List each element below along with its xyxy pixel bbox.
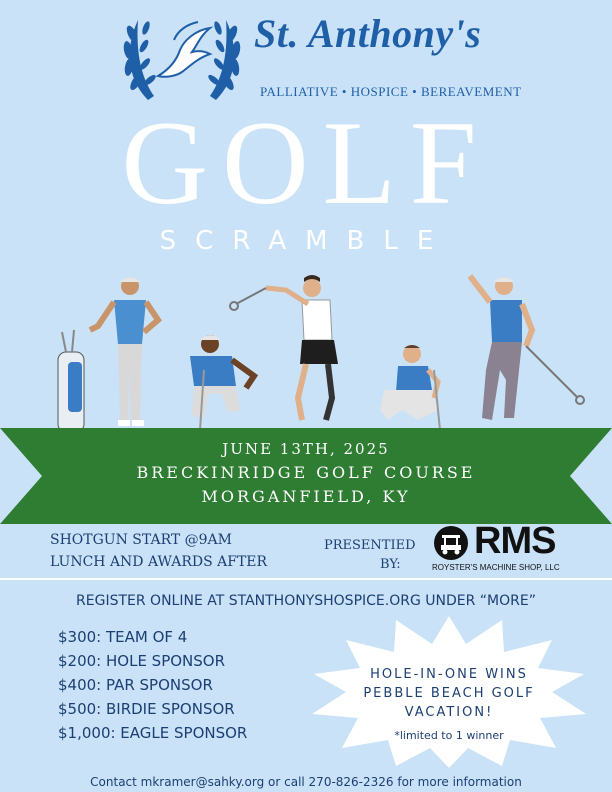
tier-item: $1,000: EAGLE SPONSOR — [58, 724, 248, 742]
sponsor-logo: RMS — [474, 520, 556, 562]
sponsorship-tiers — [58, 628, 247, 748]
sponsor-name: ROYSTER'S MACHINE SHOP, LLC — [432, 563, 560, 572]
presented-by-label: BY: — [380, 557, 401, 572]
registration-info: REGISTER ONLINE AT STANTHONYSHOSPICE.ORG UNDER “MORE” — [76, 593, 536, 609]
tier-item: $300: TEAM OF 4 — [58, 628, 188, 646]
tier-item: $400: PAR SPONSOR — [58, 676, 213, 694]
dove-wreath-icon — [118, 10, 246, 106]
section-divider — [0, 578, 612, 580]
page-subtitle: SCRAMBLE — [159, 226, 453, 256]
page-title: GOLF — [121, 96, 491, 229]
hole-in-one-line-3: VACATION! — [404, 705, 494, 720]
org-tagline: PALLIATIVE • HOSPICE • BEREAVEMENT — [260, 84, 522, 99]
event-city: MORGANFIELD, KY — [201, 487, 411, 506]
golfer-celebrating — [470, 276, 584, 420]
tier-item: $500: BIRDIE SPONSOR — [58, 700, 235, 718]
golfer-squatting — [380, 345, 440, 430]
hole-in-one-line-1: HOLE-IN-ONE WINS — [370, 667, 528, 682]
event-venue: BRECKINRIDGE GOLF COURSE — [136, 463, 476, 482]
lunch-awards: LUNCH AND AWARDS AFTER — [50, 554, 268, 570]
shotgun-start: SHOTGUN START @9AM — [50, 532, 233, 548]
event-date: JUNE 13TH, 2025 — [222, 440, 390, 458]
contact-info: Contact mkramer@sahky.org or call 270-826-2326 for more information — [90, 775, 522, 789]
presented-label: PRESENTIED — [324, 538, 416, 553]
hole-in-one-line-2: PEBBLE BEACH GOLF — [363, 686, 535, 701]
golfer-with-bag — [58, 277, 158, 432]
golf-cart-icon — [432, 525, 470, 561]
hole-in-one-note: *limited to 1 winner — [394, 729, 504, 742]
golfers-illustration — [40, 270, 600, 440]
golfer-swinging — [230, 275, 338, 420]
golfer-crouching — [190, 335, 254, 430]
org-name: St. Anthony's — [254, 11, 482, 56]
tier-item: $200: HOLE SPONSOR — [58, 652, 226, 670]
